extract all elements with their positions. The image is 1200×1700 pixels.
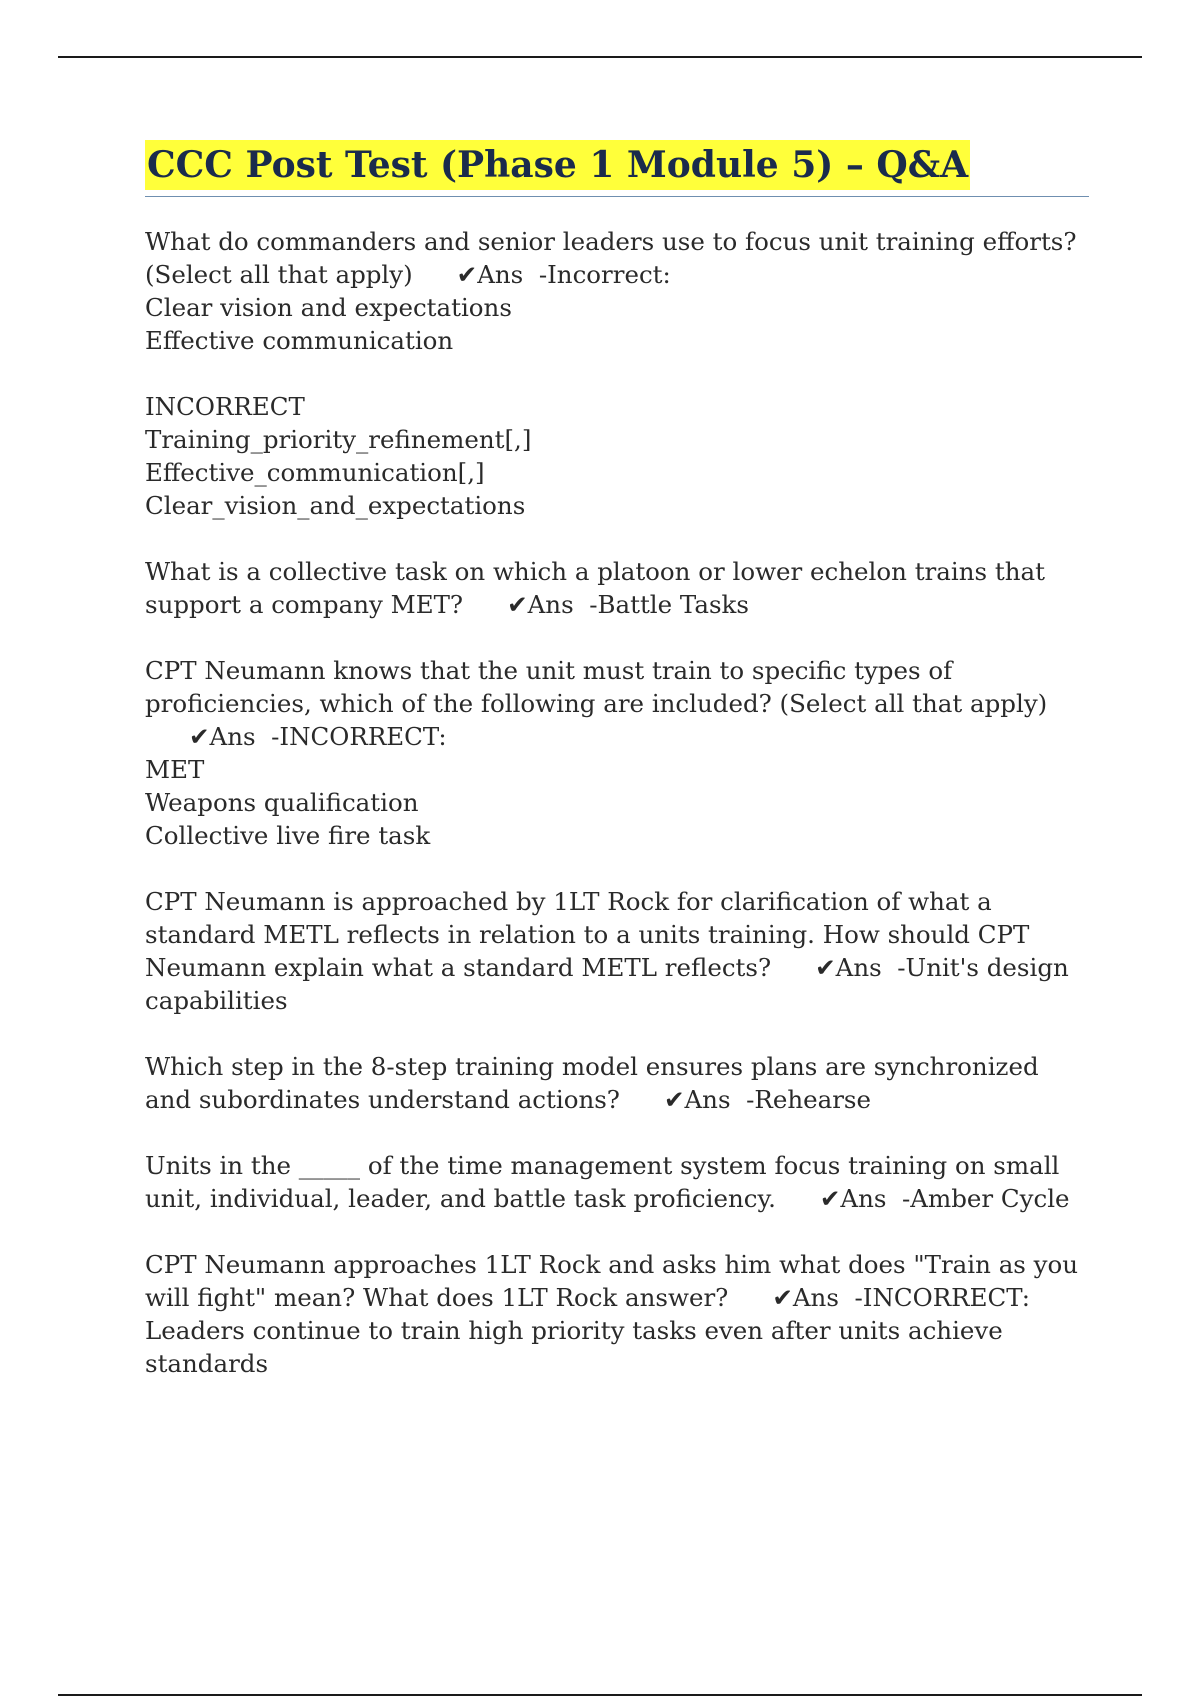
qa-item [145,654,1089,852]
answer-label: Ans [684,1085,731,1114]
document-body [145,140,1089,1413]
answer-label: Ans [840,1184,887,1213]
checkmark-icon: ✔ [663,1085,685,1114]
answer-label: Ans [209,722,256,751]
question-text: CPT Neumann is approached by 1LT Rock for clarification of what a standard METL reflects in relation to a units training. How should CPT Neumann explain what a standard METL reflects? [145,887,1038,982]
answer-text: -INCORRECT: Leaders continue to train high priority tasks even after units achieve standards [145,1283,1038,1378]
checkmark-icon: ✔ [189,722,210,751]
checkmark-icon: ✔ [815,953,836,982]
qa-item [145,1149,1089,1215]
bottom-rule [58,1694,1142,1696]
qa-item [145,885,1089,1017]
answer-line: Effective_communication[,] [145,458,485,487]
qa-item [145,225,1089,522]
document-title: CCC Post Test (Phase 1 Module 5) – Q&A [145,140,970,190]
answer-text: -Rehearse [746,1085,872,1114]
answer-label: Ans [527,590,574,619]
answer-line: INCORRECT [145,392,305,421]
answer-text: -Amber Cycle [902,1184,1070,1213]
answer-line: MET [145,755,205,784]
answer-text: -INCORRECT: [271,722,447,751]
checkmark-icon: ✔ [772,1283,793,1312]
checkmark-icon: ✔ [507,590,528,619]
answer-line: Effective communication [145,326,454,355]
question-text: Units in the _____ of the time management system focus training on small unit, individual, leader, and battle task proficiency. [145,1151,1068,1213]
answer-line: Clear_vision_and_expectations [145,491,526,520]
question-text: CPT Neumann approaches 1LT Rock and asks him what does "Train as you will fight" mean? What does 1LT Rock answer? [145,1250,1086,1312]
answer-text: -Unit's design capabilities [145,953,1077,1015]
qa-item [145,555,1089,621]
answer-label: Ans [835,953,882,982]
answer-label: Ans [792,1283,839,1312]
answer-text: -Incorrect: [538,260,671,289]
answer-label: Ans [477,260,524,289]
question-text: CPT Neumann knows that the unit must train to specific types of proficiencies, which of the following are included? (Select all that apply) [145,656,1048,718]
question-text: What do commanders and senior leaders use to focus unit training efforts? (Select all that apply) [145,227,1085,289]
answer-line: Clear vision and expectations [145,293,512,322]
question-text: What is a collective task on which a platoon or lower echelon trains that support a company MET? [145,557,1053,619]
checkmark-icon: ✔ [456,260,478,289]
question-text: Which step in the 8-step training model ensures plans are synchronized and subordinates understand actions? [145,1052,1047,1114]
title-block [145,140,1089,197]
qa-item [145,1248,1089,1380]
answer-line: Weapons qualification [145,788,419,817]
answer-line: Collective live fire task [145,821,431,850]
answer-line [145,357,1089,390]
qa-list [145,225,1089,1380]
qa-item [145,1050,1089,1116]
checkmark-icon: ✔ [819,1184,841,1213]
answer-text: -Battle Tasks [589,590,749,619]
answer-line: Training_priority_refinement[,] [145,425,532,454]
top-rule [58,56,1142,58]
